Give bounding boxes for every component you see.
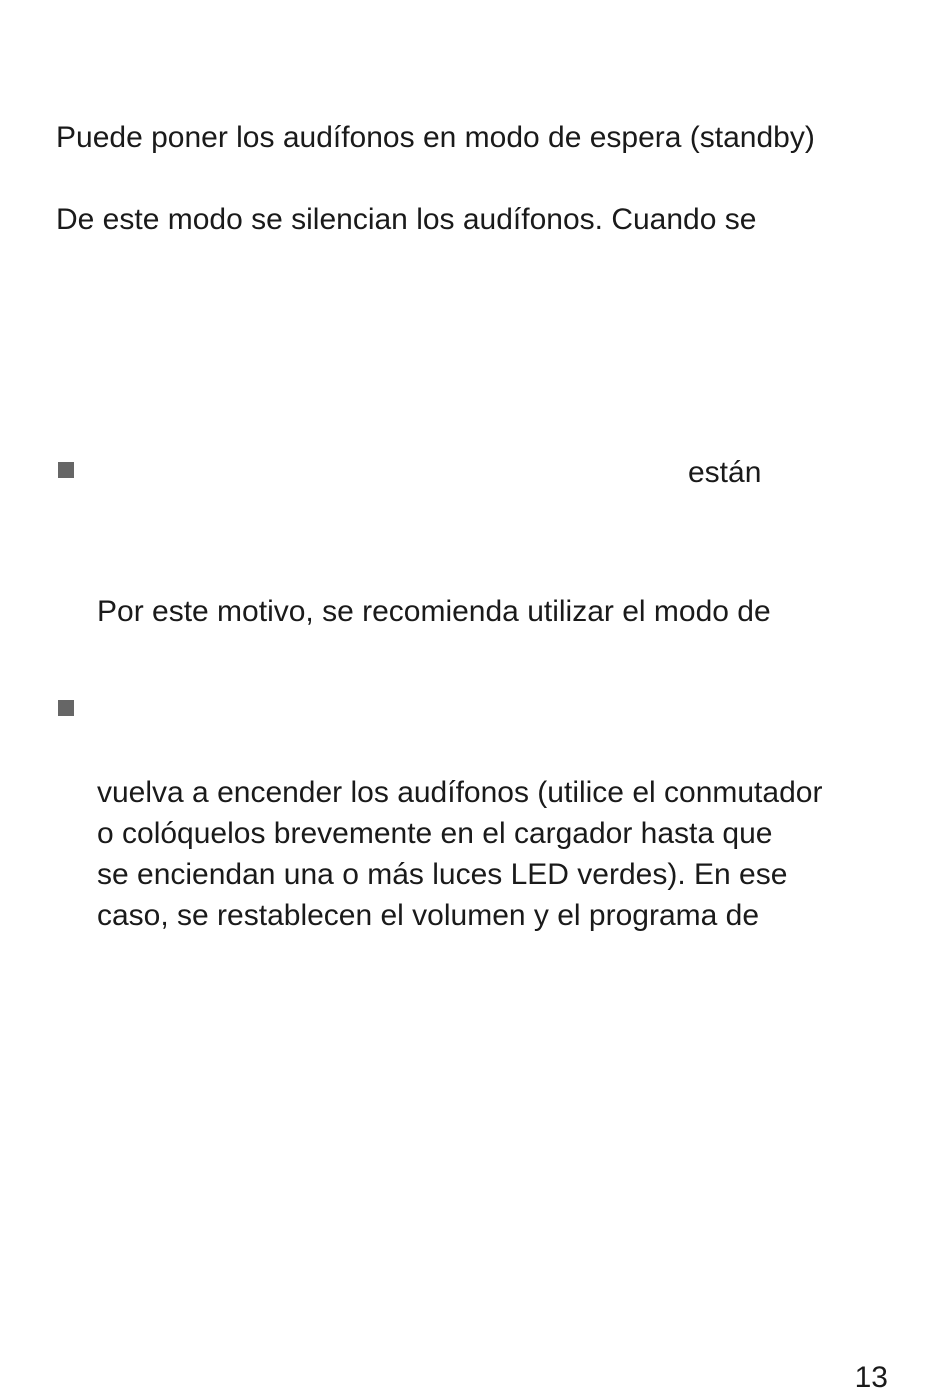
bullet-2-line-1: vuelva a encender los audífonos (utilice el conmutador <box>97 776 823 809</box>
page-number: 13 <box>854 1361 888 1394</box>
bullet-1-text-fragment: están <box>688 456 762 489</box>
paragraph-1-line-2: De este modo se silencian los audífonos. Cuando se <box>56 203 757 236</box>
bullet-1-continuation: Por este motivo, se recomienda utilizar el modo de <box>97 595 771 628</box>
bullet-2-line-3: se enciendan una o más luces LED verdes). En ese <box>97 858 788 891</box>
bullet-2-line-4: caso, se restablecen el volumen y el programa de <box>97 899 760 932</box>
bullet-2-line-2: o colóquelos brevemente en el cargador hasta que <box>97 817 773 850</box>
bullet-square-icon <box>58 700 74 716</box>
bullet-square-icon <box>58 462 74 478</box>
paragraph-1-line-1: Puede poner los audífonos en modo de espera (standby) <box>56 121 815 154</box>
